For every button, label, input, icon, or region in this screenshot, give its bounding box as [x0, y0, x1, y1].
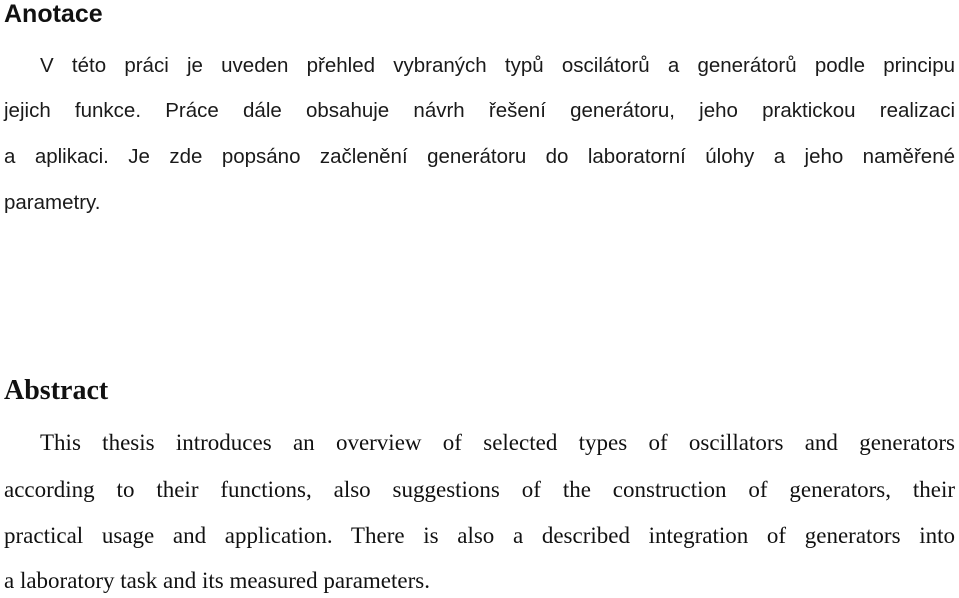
- abstract-line-4: a laboratory task and its measured parameters.: [4, 568, 430, 593]
- abstract-line-1: This thesis introduces an overview of selected types of oscillators and generators: [40, 430, 955, 455]
- anotace-heading: Anotace: [4, 0, 103, 28]
- anotace-line-4: parametry.: [4, 191, 101, 214]
- abstract-line-3: practical usage and application. There is also a described integration of generators into: [4, 523, 955, 548]
- anotace-line-3: a aplikaci. Je zde popsáno začlenění generátoru do laboratorní úlohy a jeho naměřené: [4, 145, 955, 168]
- anotace-line-1: V této práci je uveden přehled vybraných typů oscilátorů a generátorů podle principu: [40, 54, 955, 77]
- anotace-line-2: jejich funkce. Práce dále obsahuje návrh řešení generátoru, jeho praktickou realizaci: [4, 99, 955, 122]
- abstract-heading: Abstract: [4, 375, 109, 406]
- abstract-line-2: according to their functions, also suggestions of the construction of generators, their: [4, 477, 955, 502]
